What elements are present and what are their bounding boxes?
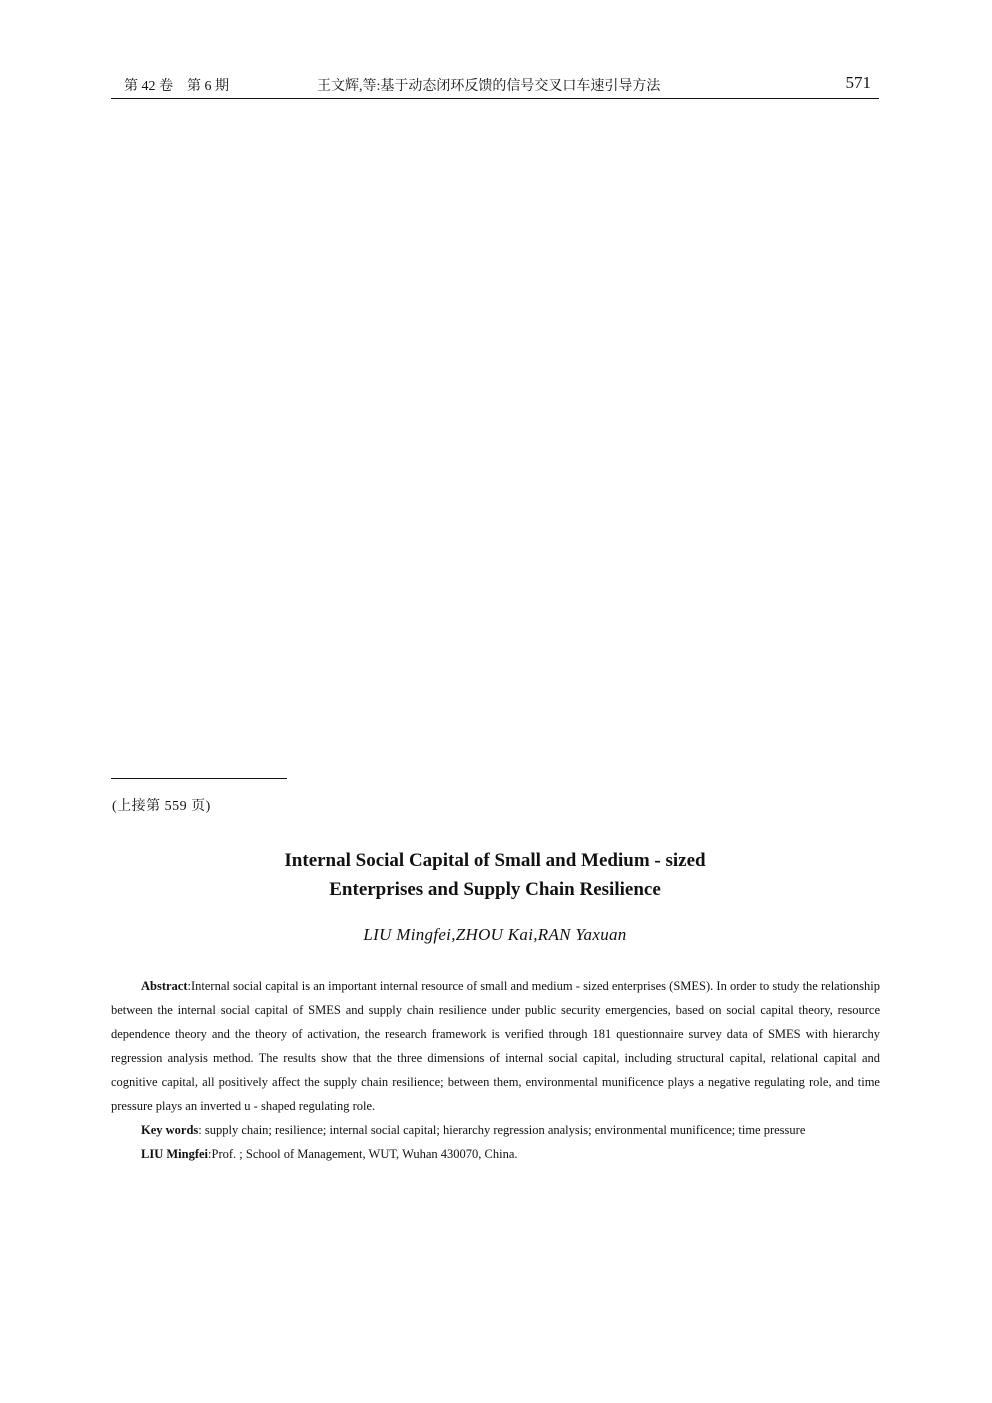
abstract-paragraph (111, 974, 880, 1118)
author-note-paragraph (111, 1142, 880, 1166)
running-title: 王文辉,等:基于动态闭环反馈的信号交叉口车速引导方法 (317, 79, 661, 94)
footnote-divider (111, 778, 287, 779)
issue-label: 第 6 期 (187, 79, 229, 94)
keywords-paragraph (111, 1118, 880, 1142)
continuation-note: (上接第 559 页) (112, 799, 211, 814)
author-note-text: :Prof. ; School of Management, WUT, Wuhan 430070, China. (208, 1147, 518, 1161)
article-title-line-1: Internal Social Capital of Small and Medium - sized (284, 850, 706, 871)
author-list: LIU Mingfei,ZHOU Kai,RAN Yaxuan (363, 925, 627, 944)
author-note-label: LIU Mingfei (141, 1147, 209, 1161)
journal-volume-issue (124, 75, 229, 95)
article-title-line-2: Enterprises and Supply Chain Resilience (329, 879, 661, 900)
article-title (111, 846, 879, 904)
keywords-text: : supply chain; resilience; internal social capital; hierarchy regression analysis; environmental munificence; time pressure (198, 1123, 806, 1137)
abstract-section (111, 974, 880, 1166)
volume-label: 第 42 卷 (124, 79, 173, 94)
page-number: 571 (845, 73, 871, 92)
abstract-text: :Internal social capital is an important internal resource of small and medium - sized enterprises (SMES). In order to study the relationship between the internal social capital of SMES and supply chain resilience under public security emergencies, based on social capital theory, resource dependence theory and the theory of activation, the research framework is verified through 181 questionnaire survey data of SMES with hierarchy regression analysis method. The results show that the three dimensions of internal social capital, including structural capital, relational capital and cognitive capital, all positively affect the supply chain resilience; between them, environmental munificence plays a negative regulating role, and time pressure plays an inverted u - shaped regulating role. (111, 979, 880, 1113)
running-header (111, 72, 879, 99)
keywords-label: Key words (141, 1123, 199, 1137)
abstract-label: Abstract (141, 979, 188, 993)
